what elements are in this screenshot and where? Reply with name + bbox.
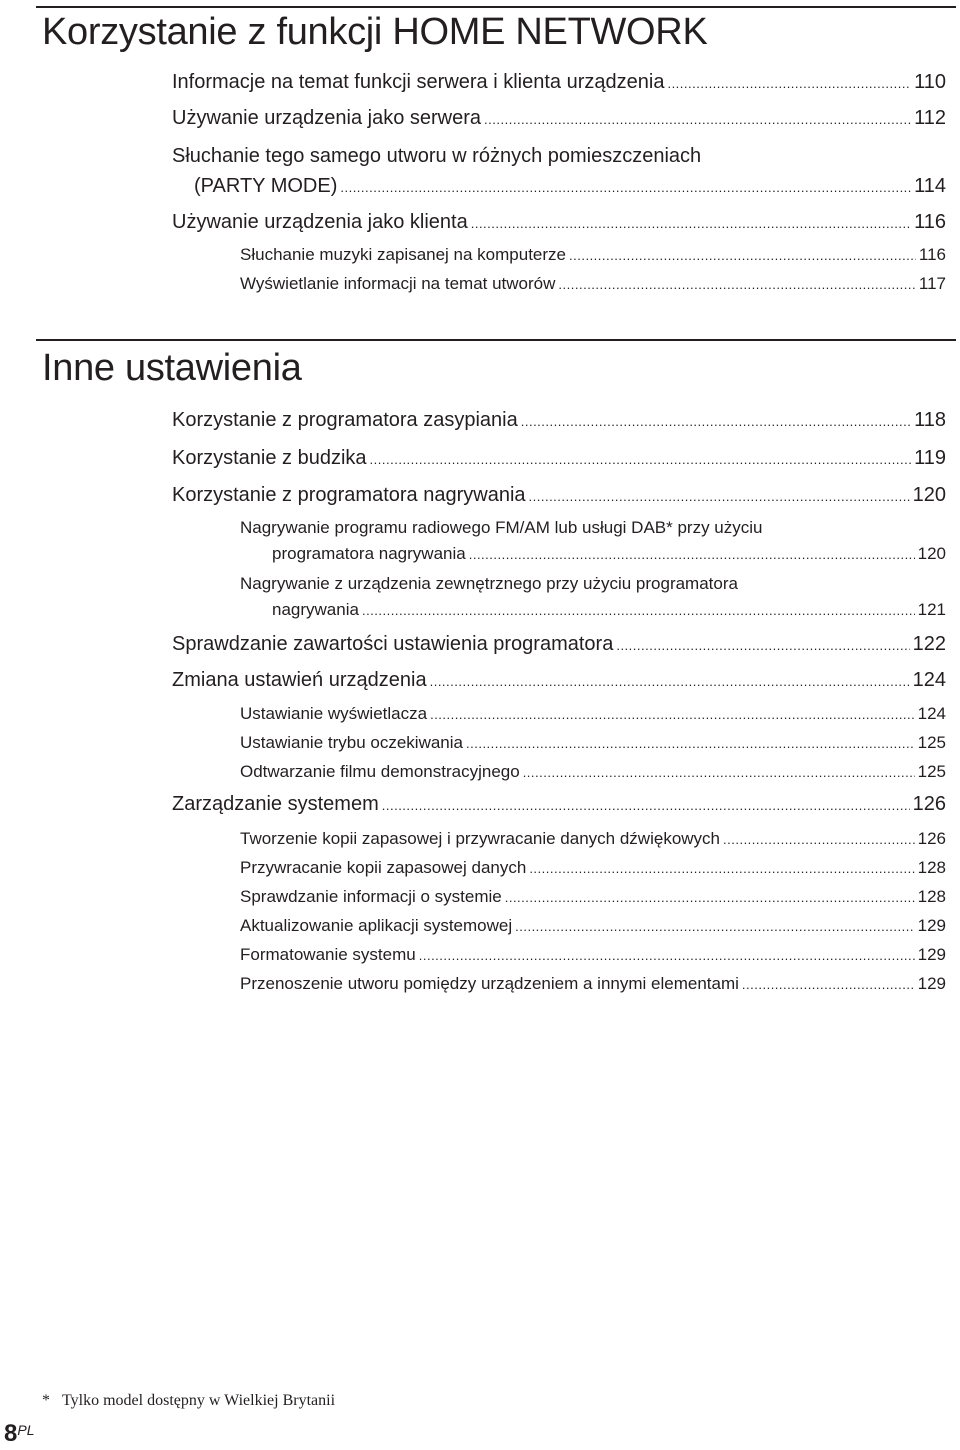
toc-entry[interactable] <box>172 790 946 820</box>
toc-entry-title: Informacje na temat funkcji serwera i klienta urządzenia <box>172 71 665 93</box>
toc-leader <box>370 446 912 474</box>
toc-page-number: 120 <box>912 484 946 506</box>
toc-subentry[interactable] <box>240 856 946 881</box>
toc-entry-title-continued: (PARTY MODE) <box>194 175 338 197</box>
toc-entry[interactable] <box>172 666 946 696</box>
toc-leader <box>382 792 910 820</box>
toc-entry[interactable] <box>172 481 946 511</box>
toc-page-number: 126 <box>912 793 946 815</box>
toc-entry-title: Sprawdzanie informacji o systemie <box>240 887 502 906</box>
toc-leader <box>430 703 915 727</box>
toc-page-number: 120 <box>917 544 946 563</box>
toc-page-number: 117 <box>918 274 946 293</box>
toc-subentry[interactable] <box>240 760 946 785</box>
page-language-code: PL <box>17 1422 35 1438</box>
toc-entry[interactable] <box>172 444 946 474</box>
toc-entry-title: Słuchanie muzyki zapisanej na komputerze <box>240 245 567 264</box>
toc-entry[interactable] <box>172 104 946 134</box>
toc-leader <box>484 106 911 134</box>
toc-page-number: 128 <box>917 858 946 877</box>
toc-entry[interactable] <box>194 172 946 202</box>
section-divider <box>36 6 956 8</box>
toc-subentry[interactable] <box>272 542 946 567</box>
toc-leader <box>569 244 916 268</box>
toc-entry[interactable] <box>172 208 946 238</box>
toc-page-number: 116 <box>914 211 946 233</box>
page-number-value: 8 <box>4 1420 18 1447</box>
toc-leader <box>558 273 915 297</box>
toc-leader <box>616 632 909 660</box>
toc-entry-title: Korzystanie z programatora nagrywania <box>172 484 526 506</box>
toc-page-number: 110 <box>914 71 946 93</box>
toc-subentry[interactable] <box>240 827 946 852</box>
toc-entry-title: Korzystanie z programatora zasypiania <box>172 409 518 431</box>
toc-entry-title[interactable]: Nagrywanie z urządzenia zewnętrznego przy użyciu programatora <box>240 574 738 593</box>
toc-leader <box>742 973 915 997</box>
toc-entry-title: Przenoszenie utworu pomiędzy urządzeniem a innymi elementami <box>240 974 739 993</box>
toc-leader <box>466 732 915 756</box>
toc-entry-title-continued: nagrywania <box>272 600 359 619</box>
toc-page-number: 119 <box>914 447 946 469</box>
toc-subentry[interactable] <box>240 702 946 727</box>
toc-leader <box>529 483 910 511</box>
toc-entry[interactable] <box>172 406 946 436</box>
toc-entry-title[interactable]: Słuchanie tego samego utworu w różnych pomieszczeniach <box>172 145 702 167</box>
section-title: Korzystanie z funkcji HOME NETWORK <box>42 11 708 53</box>
toc-page-number: 129 <box>917 945 946 964</box>
toc-leader <box>362 599 915 623</box>
toc-page-number: 124 <box>917 704 946 723</box>
toc-subentry[interactable] <box>272 598 946 623</box>
toc-page-number: 126 <box>917 829 946 848</box>
toc-entry-title: Aktualizowanie aplikacji systemowej <box>240 916 513 935</box>
footnote-marker: * <box>42 1392 50 1409</box>
toc-entry-title: Ustawianie trybu oczekiwania <box>240 733 463 752</box>
toc-page-number: 125 <box>917 762 946 781</box>
section-title: Inne ustawienia <box>42 347 302 389</box>
toc-entry-title: Korzystanie z budzika <box>172 447 367 469</box>
toc-leader <box>469 543 915 567</box>
toc-subentry[interactable] <box>240 272 946 297</box>
page-number <box>4 1420 34 1448</box>
toc-leader <box>340 174 911 202</box>
toc-leader <box>521 408 911 436</box>
toc-entry-title[interactable]: Nagrywanie programu radiowego FM/AM lub usługi DAB* przy użyciu <box>240 518 763 537</box>
toc-entry-title: Wyświetlanie informacji na temat utworów <box>240 274 556 293</box>
toc-entry-title: Odtwarzanie filmu demonstracyjnego <box>240 762 520 781</box>
toc-entry-title: Formatowanie systemu <box>240 945 416 964</box>
toc-leader <box>505 886 915 910</box>
toc-leader <box>529 857 914 881</box>
toc-entry[interactable] <box>172 68 946 98</box>
toc-entry-title: Tworzenie kopii zapasowej i przywracanie danych dźwiękowych <box>240 829 721 848</box>
toc-subentry[interactable] <box>240 943 946 968</box>
toc-subentry[interactable] <box>240 731 946 756</box>
toc-entry-title: Używanie urządzenia jako klienta <box>172 211 468 233</box>
footnote <box>42 1392 335 1410</box>
toc-page-number: 129 <box>917 974 946 993</box>
toc-leader <box>515 915 915 939</box>
toc-leader <box>723 828 915 852</box>
toc-entry-title: Sprawdzanie zawartości ustawienia programatora <box>172 633 614 655</box>
toc-page-number: 122 <box>912 633 946 655</box>
toc-subentry[interactable] <box>240 914 946 939</box>
toc-leader <box>419 944 915 968</box>
toc-page-number: 116 <box>918 245 946 264</box>
toc-page-number: 125 <box>917 733 946 752</box>
toc-page-number: 128 <box>917 887 946 906</box>
toc-page-number: 114 <box>914 175 946 197</box>
toc-leader <box>667 70 911 98</box>
toc-entry-title: Ustawianie wyświetlacza <box>240 704 428 723</box>
toc-entry-title: Zarządzanie systemem <box>172 793 379 815</box>
toc-page-number: 121 <box>917 600 946 619</box>
toc-subentry[interactable] <box>240 972 946 997</box>
toc-entry[interactable] <box>172 630 946 660</box>
toc-page-number: 118 <box>914 409 946 431</box>
toc-page-number: 124 <box>912 669 946 691</box>
toc-leader <box>523 761 915 785</box>
toc-leader <box>430 668 910 696</box>
toc-subentry[interactable] <box>240 243 946 268</box>
footnote-text: Tylko model dostępny w Wielkiej Brytanii <box>62 1392 336 1409</box>
toc-page-number: 112 <box>914 107 946 129</box>
toc-subentry[interactable] <box>240 885 946 910</box>
toc-entry-title: Zmiana ustawień urządzenia <box>172 669 427 691</box>
toc-entry-title: Używanie urządzenia jako serwera <box>172 107 482 129</box>
toc-entry-title: Przywracanie kopii zapasowej danych <box>240 858 527 877</box>
section-divider <box>36 339 956 341</box>
toc-page-number: 129 <box>917 916 946 935</box>
toc-leader <box>471 210 911 238</box>
toc-entry-title-continued: programatora nagrywania <box>272 544 466 563</box>
